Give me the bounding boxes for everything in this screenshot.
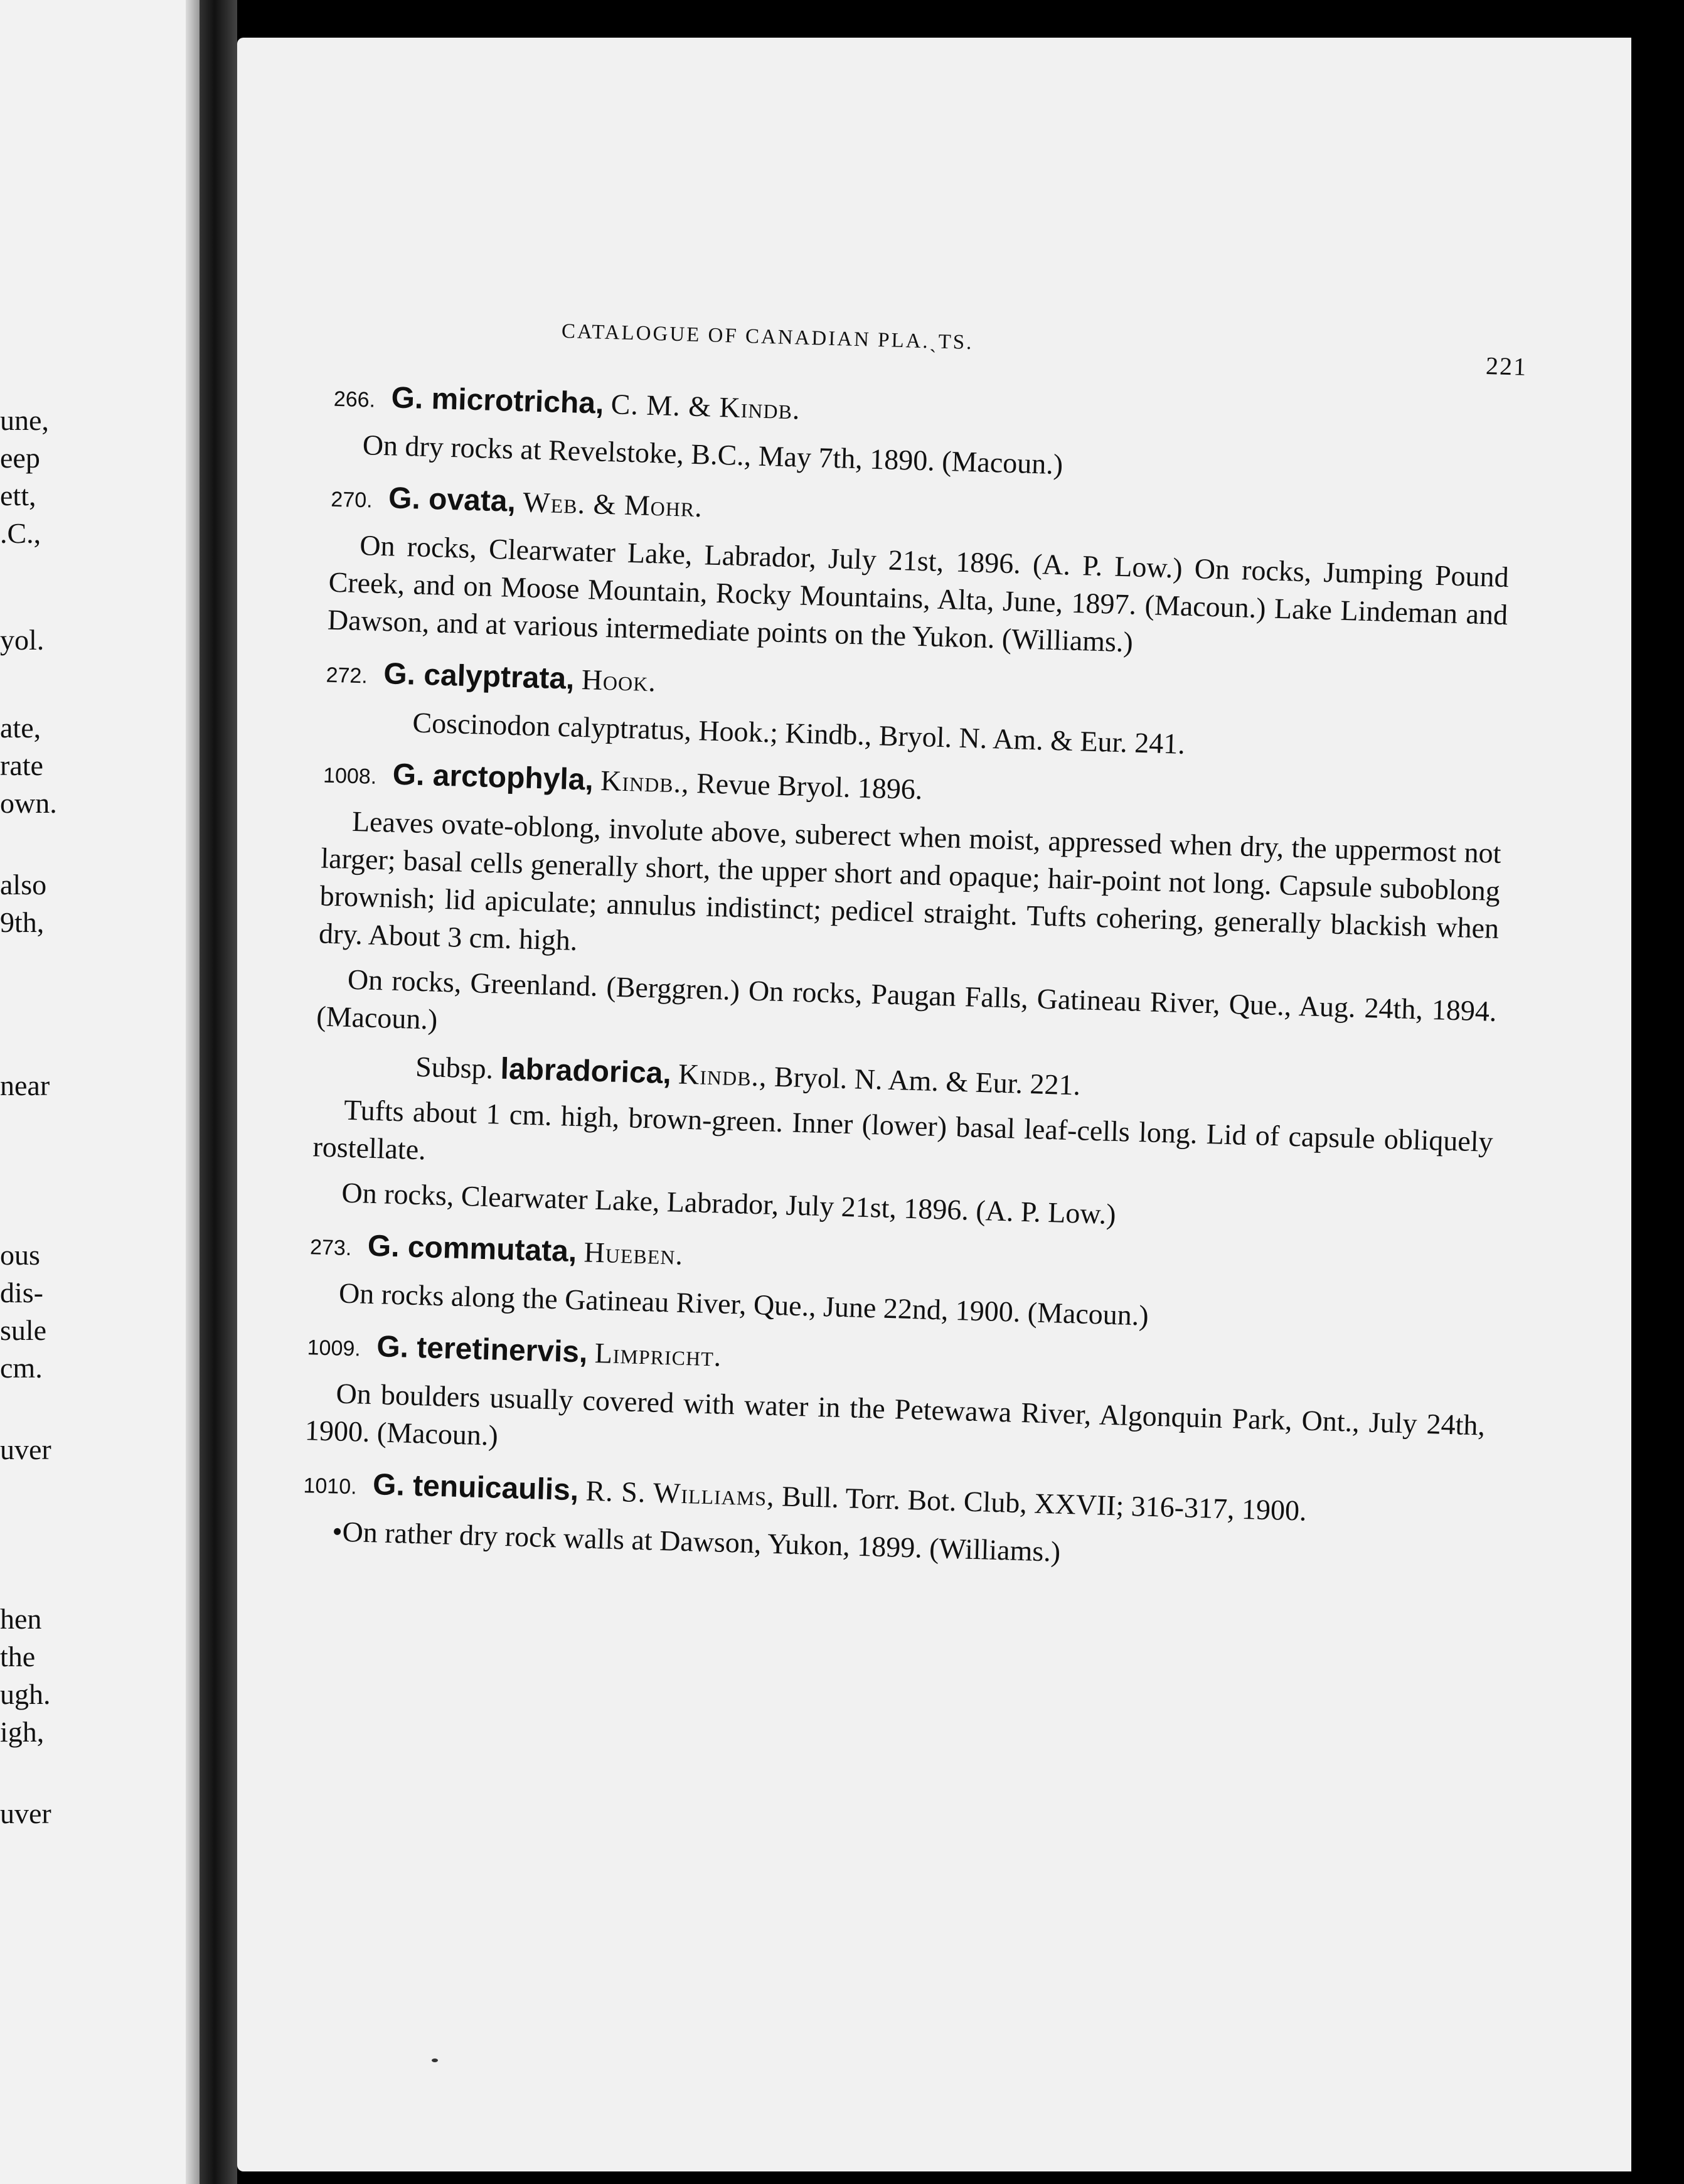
entry-number: 272. [326,663,368,688]
entry-number: 1008. [322,763,377,789]
entry-number: 1010. [303,1474,358,1499]
left-page-fragment: near [0,1069,50,1101]
species-entry [327,477,1535,673]
species-author: Kindb., [600,764,690,799]
entry-paragraph: On rocks along the Gatineau River, Que., June 22nd, 1900. (Macoun.) [338,1277,1149,1332]
left-page-fragment: hen [0,1603,42,1635]
species-author: Hueben. [584,1236,684,1271]
species-name: G. tenuicaulis, [372,1468,579,1507]
species-name: G. microtricha, [390,381,605,420]
species-name: G. teretinervis, [376,1330,589,1369]
entries-list [301,377,1538,1597]
left-page [0,0,200,2184]
left-page-fragment: the [0,1641,36,1673]
entry-number: 273. [309,1235,352,1261]
species-author: R. S. Williams, [585,1474,775,1512]
left-page-fragment: 9th, [0,906,45,938]
left-page-fragment: also [0,869,47,901]
left-page-fragment: ate, [0,712,41,744]
left-page-fragment: dis- [0,1277,43,1309]
species-author: Web. & Mohr. [522,486,703,523]
page-number: 221 [1485,351,1528,381]
left-page-fragment: cm. [0,1352,43,1384]
species-name: G. calyptrata, [383,657,575,696]
running-head: CATALOGUE OF CANADIAN PLA.ˎTS. [561,319,974,355]
left-page-fragment: .C., [0,517,41,549]
background-edge [1631,25,1684,2184]
species-entry [324,653,1531,773]
left-page-fragment: uver [0,1433,51,1465]
left-page-fragment: eep [0,442,40,474]
species-author: C. M. & Kindb. [610,388,801,426]
subspecies-paragraph: Tufts about 1 cm. high, brown-green. Inner (lower) basal leaf-cells long. Lid of capsule obliquely rostellate. [312,1093,1494,1166]
subspecies-author: Kindb., [678,1057,768,1093]
entry-number: 270. [330,487,373,513]
left-page-fragment: ous [0,1239,40,1271]
species-entry [302,1463,1508,1583]
entry-paragraph: On rocks, Greenland. (Berggren.) On rocks, Paugan Falls, Gatineau River, Que., Aug. 24th, 1894. (Macoun.) [316,963,1498,1036]
subspecies-citation: Bryol. N. Am. & Eur. 221. [774,1060,1081,1101]
page-content [303,38,1554,1568]
left-page-fragment: yol. [0,624,45,656]
species-name: G. arctophyla, [392,757,594,797]
subspecies-name: labradorica, [499,1052,672,1091]
entry-paragraph: Leaves ovate-oblong, involute above, suberect when moist, appressed when dry, the uppermost not larger; basal cells generally short, the upper short and opaque; hair-point not long. Capsule suboblong brownish; lid apiculate; annulus indistinct; pedicel straight. Tufts cohering, generally blackish when dry. About 3 cm. high. [318,805,1502,956]
species-citation: Bull. Torr. Bot. Club, XXVII; 316-317, 1900. [781,1480,1308,1527]
left-page-fragment: own. [0,787,57,819]
species-entry [304,1325,1512,1483]
left-page-fragment: uver [0,1797,51,1829]
species-entry [311,753,1528,1245]
entry-paragraph: •On rather dry rock walls at Dawson, Yukon, 1899. (Williams.) [331,1515,1061,1568]
species-author: Hook. [581,663,657,698]
entry-paragraph: On dry rocks at Revelstoke, B.C., May 7th, 1890. (Macoun.) [362,429,1063,481]
species-name: G. ovata, [388,481,516,518]
species-entry [332,377,1538,497]
entry-number: 266. [333,387,376,412]
entry-paragraph: On rocks, Clearwater Lake, Labrador, July 21st, 1896. (A. P. Low.) On rocks, Jumping Pound Creek, and on Moose Mountain, Rocky Mountains, Alta, June, 1897. (Macoun.) Lake Lindeman and Dawson, and at various intermediate points on the Yukon. (Williams.) [327,529,1510,658]
synonym-citation: Coscinodon calyptratus, Hook.; Kindb., Bryol. N. Am. & Eur. 241. [412,706,1186,760]
left-page-fragment: ett, [0,479,36,511]
species-author: Limpricht. [594,1336,723,1373]
book-page [237,38,1631,2171]
left-page-fragment: rate [0,749,43,781]
species-citation: Revue Bryol. 1896. [696,767,924,806]
species-entry [308,1224,1515,1345]
left-page-fragment: une, [0,404,49,436]
book-spine [200,0,237,2184]
species-name: G. commutata, [367,1229,577,1269]
subspecies-prefix: Subsp. [415,1050,494,1085]
print-speck [432,2058,438,2062]
entry-paragraph: On boulders usually covered with water in the Petewawa River, Algonquin Park, Ont., July 24th, 1900. (Macoun.) [304,1377,1486,1452]
subspecies-paragraph: On rocks, Clearwater Lake, Labrador, July 21st, 1896. (A. P. Low.) [341,1176,1117,1231]
left-page-fragment: sule [0,1314,47,1346]
entry-number: 1009. [307,1336,361,1361]
left-page-fragment: ugh. [0,1678,51,1710]
left-page-gutter [186,0,200,2184]
left-page-fragment: igh, [0,1716,45,1748]
